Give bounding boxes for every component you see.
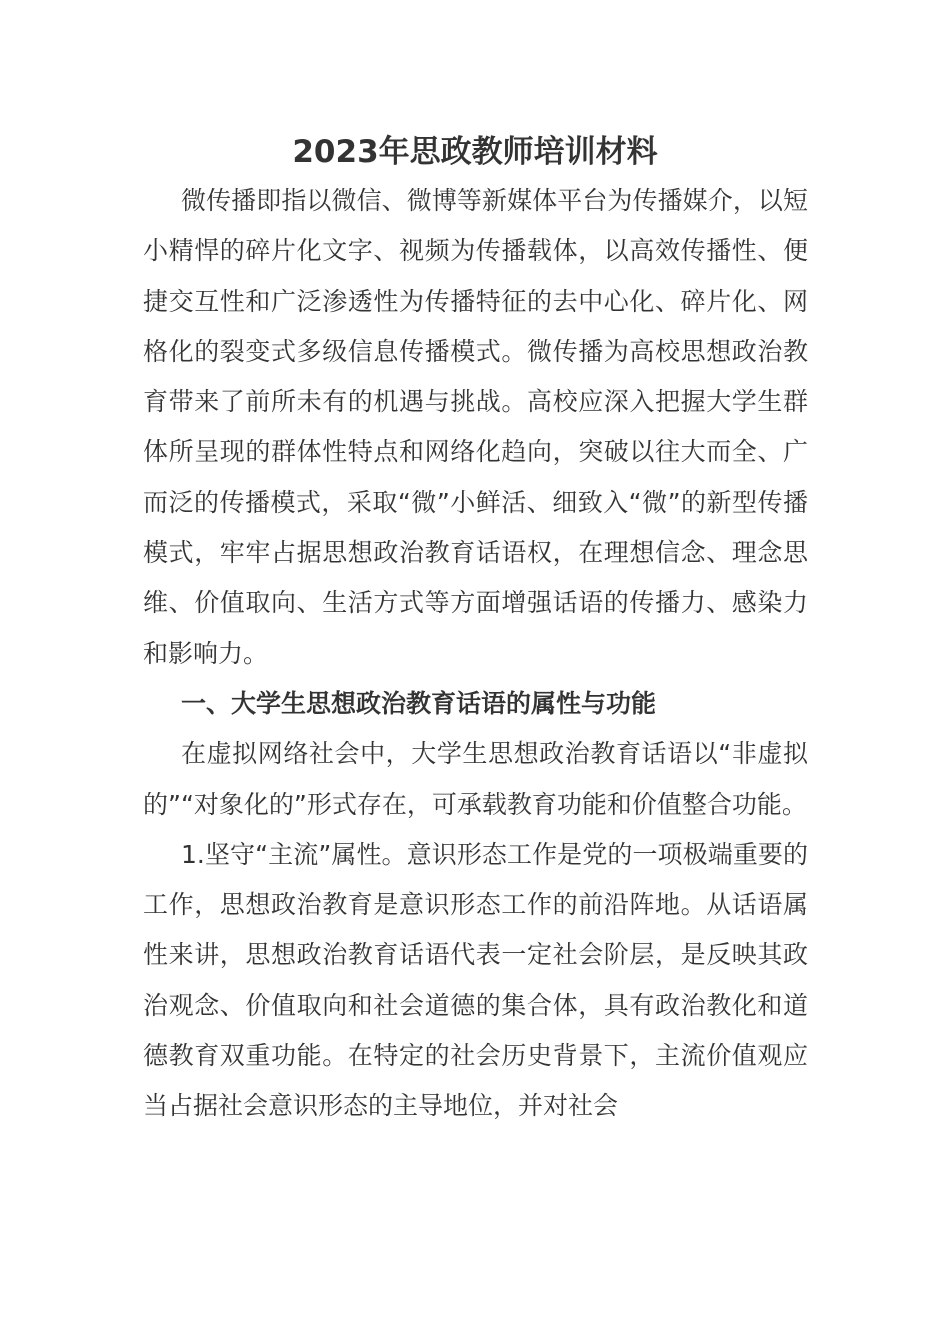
point-one-paragraph: 1.坚守“主流”属性。意识形态工作是党的一项极端重要的工作，思想政治教育是意识形态工作的前沿阵地。从话语属性来讲，思想政治教育话语代表一定社会阶层，是反映其政治观念、价值取向和社会道德的集合体，具有政治教化和道德教育双重功能。在特定的社会历史背景下，主流价值观应当占据社会意识形态的主导地位，并对社会	[143, 839, 808, 1121]
section-intro-paragraph: 在虚拟网络社会中，大学生思想政治教育话语以“非虚拟的”“对象化的”形式存在，可承载教育功能和价值整合功能。	[143, 739, 808, 819]
section-heading: 一、大学生思想政治教育话语的属性与功能	[181, 688, 657, 718]
intro-paragraph: 微传播即指以微信、微博等新媒体平台为传播媒介，以短小精悍的碎片化文字、视频为传播载体，以高效传播性、便捷交互性和广泛渗透性为传播特征的去中心化、碎片化、网格化的裂变式多级信息传播模式。微传播为高校思想政治教育带来了前所未有的机遇与挑战。高校应深入把握大学生群体所呈现的群体性特点和网络化趋向，突破以往大而全、广而泛的传播模式，采取“微”小鲜活、细致入“微”的新型传播模式，牢牢占据思想政治教育话语权，在理想信念、理念思维、价值取向、生活方式等方面增强话语的传播力、感染力和影响力。	[143, 186, 808, 668]
document-title: 2023年思政教师培训材料	[292, 134, 658, 170]
document-body	[143, 176, 808, 1132]
